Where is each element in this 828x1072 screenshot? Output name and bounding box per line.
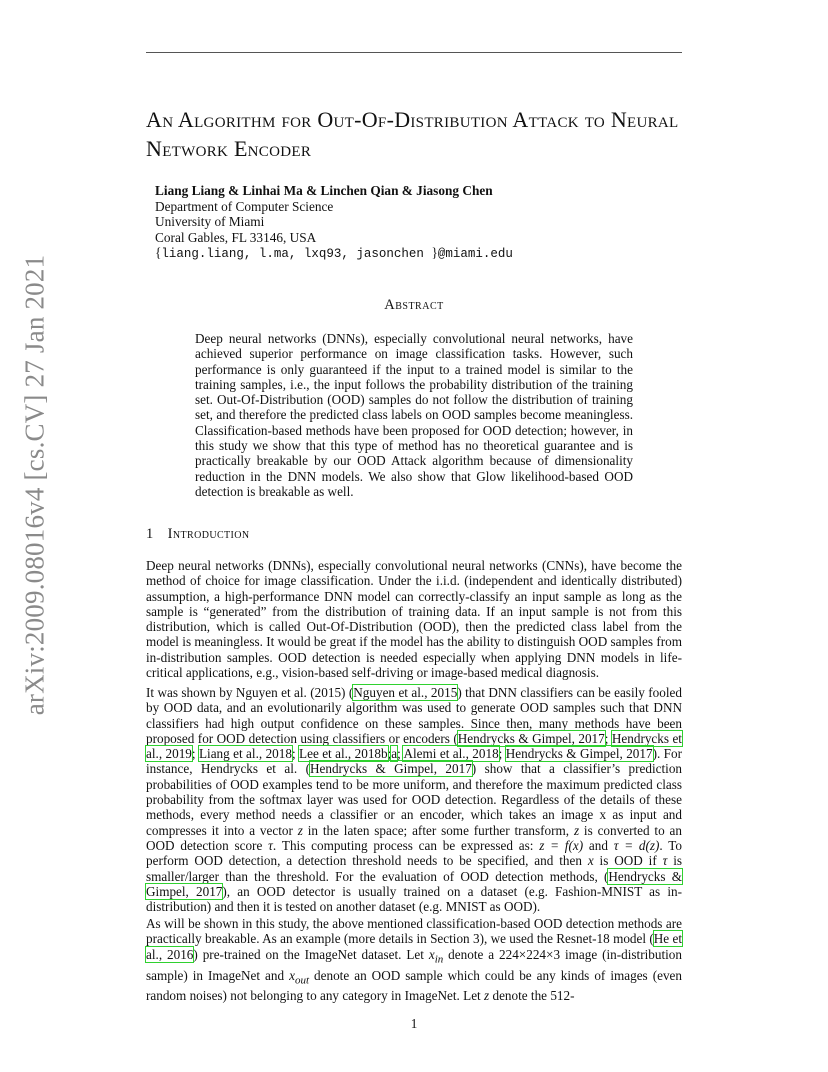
math-symbol: τ (268, 837, 273, 853)
title-rule (146, 52, 682, 53)
text-run: ). For instance, Hendrycks et al. ( (146, 746, 682, 777)
affiliation-department: Department of Computer Science (155, 198, 334, 214)
intro-paragraph-1: Deep neural networks (DNNs), especially convolutional neural networks (CNNs), have become the method of choice for image classification. Under the i.i.d. (independent and identically distributed) assumption, a high-performance DNN model can correctly-classify an input sample as long as the sample is “generated” from the distribution of training data. If an input sample is not from this distribution, which is called Out-Of-Distribution (OOD), then the predicted class label from the model is meaningless. It would be great if the model has the ability to distinguish OOD samples from in-distribution samples. OOD detection is needed especially when applying DNN models in life-critical applications, e.g., vision-based self-driving or image-based medical diagnosis. (146, 558, 682, 681)
page-number: 1 (410, 1016, 418, 1031)
text-run: ; (604, 730, 612, 746)
section-title: Introduction (167, 526, 250, 542)
author-block (155, 183, 513, 263)
email-brace-open: { (155, 245, 162, 260)
text-run: ; (397, 746, 404, 762)
citation-link[interactable]: He et al., 2016 (146, 931, 682, 962)
math-symbol: x (428, 946, 435, 962)
citation-link[interactable]: Hendrycks & Gimpel, 2017 (309, 761, 472, 777)
citation-link[interactable]: Lee et al., 2018b (299, 746, 388, 762)
email-domain: @miami.edu (437, 247, 513, 261)
math-symbol: z (484, 988, 490, 1004)
text-run: in the laten space; after some further transform, (302, 822, 574, 838)
math-symbol: x (587, 853, 594, 869)
abstract-heading: Abstract (384, 297, 444, 313)
text-run: . To perform OOD detection, a detection threshold needs to be specified, and then (146, 837, 682, 869)
text-run: ) show that a classifier’s prediction probabilities of OOD examples tend to be more uniform, and therefore the maximum predicted class probability from the softmax layer was used for OOD detection. Regardless of the details of these methods, every method needs a classifier or an encoder, which takes an image x as input and compresses it into a vector (146, 761, 683, 838)
email-list: liang.liang, l.ma, lxq93, jasonchen (161, 247, 432, 261)
math-subscript: in (434, 953, 444, 966)
text-run: ; (387, 746, 392, 762)
author-emails (155, 245, 513, 263)
math-symbol: x (289, 967, 295, 983)
abstract-text: Deep neural networks (DNNs), especially convolutional neural networks, have achieved superior performance on image classification tasks. However, such performance is only guaranteed if the input to a trained model is similar to the training samples, i.e., the input follows the probability distribution of the training set. Out-Of-Distribution (OOD) samples do not follow the distribution of training set, and therefore the predicted class labels on OOD samples become meaningless. Classification-based methods have been proposed for OOD detection; however, in this study we show that this type of method has no theoretical guarantee and is practically breakable by our OOD Attack algorithm because of dimensionality reduction in the DNN models. We also show that Glow likelihood-based OOD detection is breakable as well. (195, 331, 633, 499)
citation-link[interactable]: Liang et al., 2018 (198, 746, 292, 762)
citation-link[interactable]: Hendrycks & Gimpel, 2017 (146, 868, 682, 899)
text-run: is smaller/larger than the threshold. For the evaluation of OOD detection methods, ( (146, 853, 682, 884)
paper-title: An Algorithm for Out-Of-Distribution Attack to Neural Network Encoder (146, 107, 679, 161)
text-run: ; (291, 746, 300, 762)
email-brace-close: } (431, 245, 438, 260)
math-symbol: τ (662, 853, 668, 869)
citation-link[interactable]: Hendrycks & Gimpel, 2017 (505, 746, 653, 762)
text-run: denote the 512- (489, 988, 575, 1004)
section-number: 1 (146, 526, 154, 542)
affiliation-university: University of Miami (155, 214, 265, 229)
text-run: ) that DNN classifiers can be easily fooled by OOD data, and an evolutionarily algorithm was used to generate OOD samples such that DNN classifiers had high output confidence on these samples. Since then, many methods have been proposed for OOD detection using classifiers or encoders ( (146, 685, 682, 746)
text-run: ) pre-trained on the ImageNet dataset. Let (193, 946, 429, 962)
text-run: . This computing process can be expressed as: (272, 837, 540, 853)
citation-link[interactable]: Nguyen et al., 2015 (353, 685, 458, 700)
citation-link[interactable]: a (391, 746, 398, 762)
text-run: is OOD if (593, 853, 663, 869)
text-run: ; (498, 746, 506, 762)
math-expression: τ = d(z) (613, 837, 660, 853)
citation-link[interactable]: Hendrycks et al., 2019 (146, 730, 682, 762)
affiliation-address: Coral Gables, FL 33146, USA (155, 229, 317, 245)
section-heading (146, 526, 250, 543)
math-symbol: z (573, 822, 580, 838)
text-run: ; (191, 746, 199, 762)
citation-link[interactable]: Hendrycks & Gimpel, 2017 (457, 730, 605, 746)
text-run: denote an OOD sample which could be any kinds of images (even random noises) not belonging to any category in ImageNet. Let (146, 967, 682, 1004)
arxiv-identifier: arXiv:2009.08016v4 [cs.CV] 27 Jan 2021 (19, 254, 50, 716)
text-run: is converted to an OOD detection score (146, 822, 682, 853)
text-run: denote a 224×224×3 image (in-distribution sample) in ImageNet and (146, 946, 682, 983)
math-symbol: z (297, 822, 303, 838)
author-names: Liang Liang & Linhai Ma & Linchen Qian & Jiasong Chen (155, 183, 493, 198)
math-expression: z = f(x) (539, 837, 584, 853)
intro-paragraph-2 (146, 685, 682, 914)
text-run: ), an OOD detector is usually trained on a dataset (e.g. Fashion-MNIST as in-distribution) and then it is tested on another dataset (e.g. MNIST as OOD). (146, 883, 682, 915)
intro-paragraph-3 (146, 916, 682, 1004)
citation-link[interactable]: Alemi et al., 2018 (403, 746, 499, 762)
math-subscript: out (294, 974, 310, 987)
arxiv-sidebar (0, 0, 70, 1072)
text-run: As will be shown in this study, the above mentioned classification-based OOD detection methods are practically breakable. As an example (more details in Section 3), we used the Resnet-18 model ( (146, 916, 682, 947)
text-run: and (583, 837, 614, 853)
text-run: It was shown by Nguyen et al. (2015) ( (146, 685, 354, 700)
